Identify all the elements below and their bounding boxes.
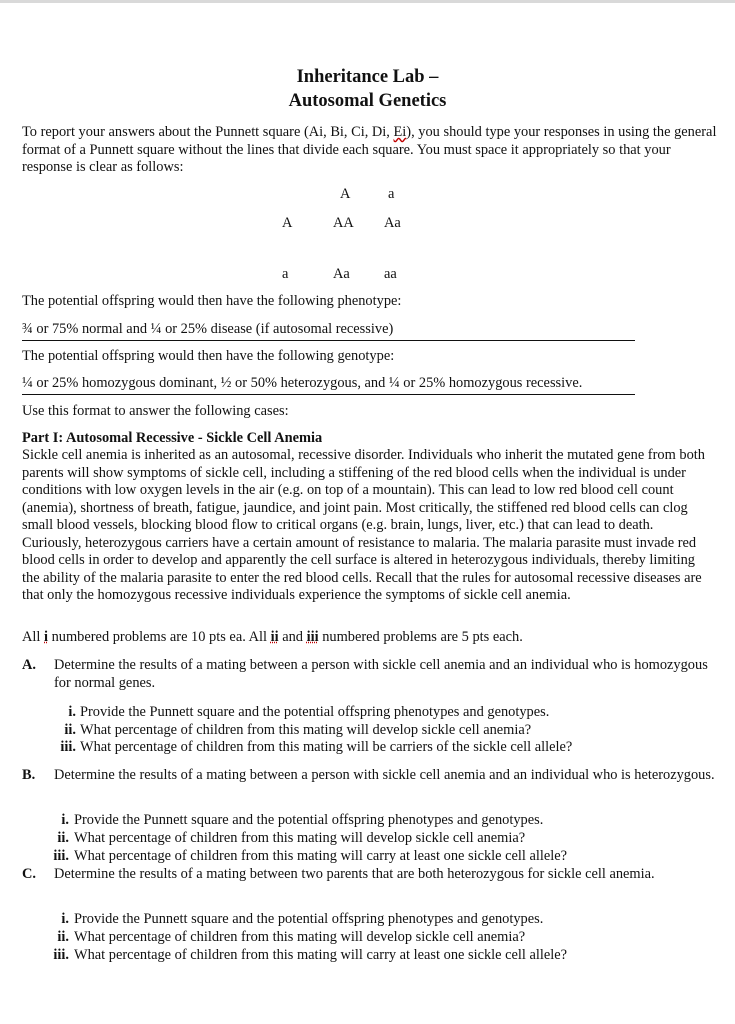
sub-question: What percentage of children from this mating will develop sickle cell anemia? — [74, 830, 526, 846]
punnett-col-header: A — [340, 186, 351, 202]
punnett-cell: Aa — [384, 215, 401, 231]
punnett-col-header: a — [388, 186, 395, 202]
genotype-answer: ¼ or 25% homozygous dominant, ½ or 50% heterozygous, and ¼ or 25% homozygous recessive. — [22, 375, 635, 395]
sub-number: ii. — [57, 830, 69, 846]
sub-question: What percentage of children from this mating will carry at least one sickle cell allele? — [74, 848, 568, 864]
sub-number: iii. — [53, 848, 69, 864]
punnett-cell: Aa — [333, 266, 350, 282]
question-text: Determine the results of a mating between a person with sickle cell anemia and an individual who is heterozygous. — [54, 767, 715, 783]
sub-question: What percentage of children from this mating will develop sickle cell anemia? — [80, 722, 532, 738]
sub-question: Provide the Punnett square and the potential offspring phenotypes and genotypes. — [80, 704, 550, 720]
question-letter: B. — [22, 767, 36, 783]
points-text: numbered problems are 10 pts ea. All — [48, 629, 271, 645]
question-text: Determine the results of a mating between two parents that are both heterozygous for sickle cell anemia. — [54, 866, 655, 882]
points-text: and — [278, 629, 307, 645]
points-text: numbered problems are 5 pts each. — [318, 629, 523, 645]
top-border — [0, 0, 735, 3]
intro-spellcheck-word: Ei — [393, 124, 407, 140]
question-letter: C. — [22, 866, 36, 882]
phenotype-answer: ¾ or 75% normal and ¼ or 25% disease (if autosomal recessive) — [22, 321, 635, 341]
part1-heading: Part I: Autosomal Recessive - Sickle Cell Anemia — [22, 430, 323, 446]
sub-question: What percentage of children from this mating will be carriers of the sickle cell allele? — [80, 739, 573, 755]
points-text: All — [22, 629, 44, 645]
sub-number: i. — [61, 812, 69, 828]
points-note — [22, 629, 523, 647]
sub-question: Provide the Punnett square and the potential offspring phenotypes and genotypes. — [74, 812, 544, 828]
sub-number: i. — [61, 911, 69, 927]
question-letter: A. — [22, 657, 36, 673]
sub-number: ii. — [64, 722, 76, 738]
genotype-intro: The potential offspring would then have the following genotype: — [22, 348, 395, 364]
punnett-cell: AA — [333, 215, 354, 231]
sub-question: What percentage of children from this mating will develop sickle cell anemia? — [74, 929, 526, 945]
phenotype-intro: The potential offspring would then have the following phenotype: — [22, 293, 402, 309]
punnett-cell: aa — [384, 266, 397, 282]
sub-number: i. — [68, 704, 76, 720]
intro-text-before: To report your answers about the Punnett square (Ai, Bi, Ci, Di, — [22, 124, 394, 140]
points-roman-iii: iii — [306, 629, 319, 645]
use-format-instruction: Use this format to answer the following cases: — [22, 403, 289, 419]
page-title-line2: Autosomal Genetics — [288, 91, 447, 111]
punnett-row-label: A — [282, 215, 293, 231]
sub-question: What percentage of children from this mating will carry at least one sickle cell allele? — [74, 947, 568, 963]
sub-number: ii. — [57, 929, 69, 945]
question-text: Determine the results of a mating between a person with sickle cell anemia and an individual who is homozygous for normal genes. — [54, 657, 708, 691]
intro-text-after: ), you should type your responses in using the general format of a Punnett square without the lines that divide each square. You must space it appropriately so that your response is clear as follows: — [22, 124, 717, 175]
part1-body: Sickle cell anemia is inherited as an autosomal, recessive disorder. Individuals who inherit the mutated gene from both parents will show symptoms of sickle cell, including a stiffening of the red blood cells when the individual is under conditions with low oxygen levels in the air (e.g. on top of a mountain). This can lead to low red blood cell count (anemia), shortness of breath, fatigue, jaundice, and joint pain. Most critically, the stiffened red blood cells can clog small blood vessels, blocking blood flow to critical organs (e.g. brain, lungs, liver, etc.) that can lead to death. Curiously, heterozygous carriers have a certain amount of resistance to malaria. The malaria parasite must invade red blood cells in order to develop and apparently the cell surface is altered in heterozygous individuals, thereby limiting the ability of the malaria parasite to enter the red blood cells. Recall that the rules for autosomal recessive diseases are that only the homozygous recessive individuals experience the symptoms of sickle cell anemia. — [22, 447, 705, 603]
intro-paragraph — [22, 124, 718, 177]
sub-number: iii. — [60, 739, 76, 755]
sub-number: iii. — [53, 947, 69, 963]
page-title-line1: Inheritance Lab – — [296, 67, 439, 87]
punnett-row-label: a — [282, 266, 289, 282]
sub-question: Provide the Punnett square and the potential offspring phenotypes and genotypes. — [74, 911, 544, 927]
points-roman-i: i — [44, 629, 48, 645]
points-roman-ii: ii — [270, 629, 279, 645]
